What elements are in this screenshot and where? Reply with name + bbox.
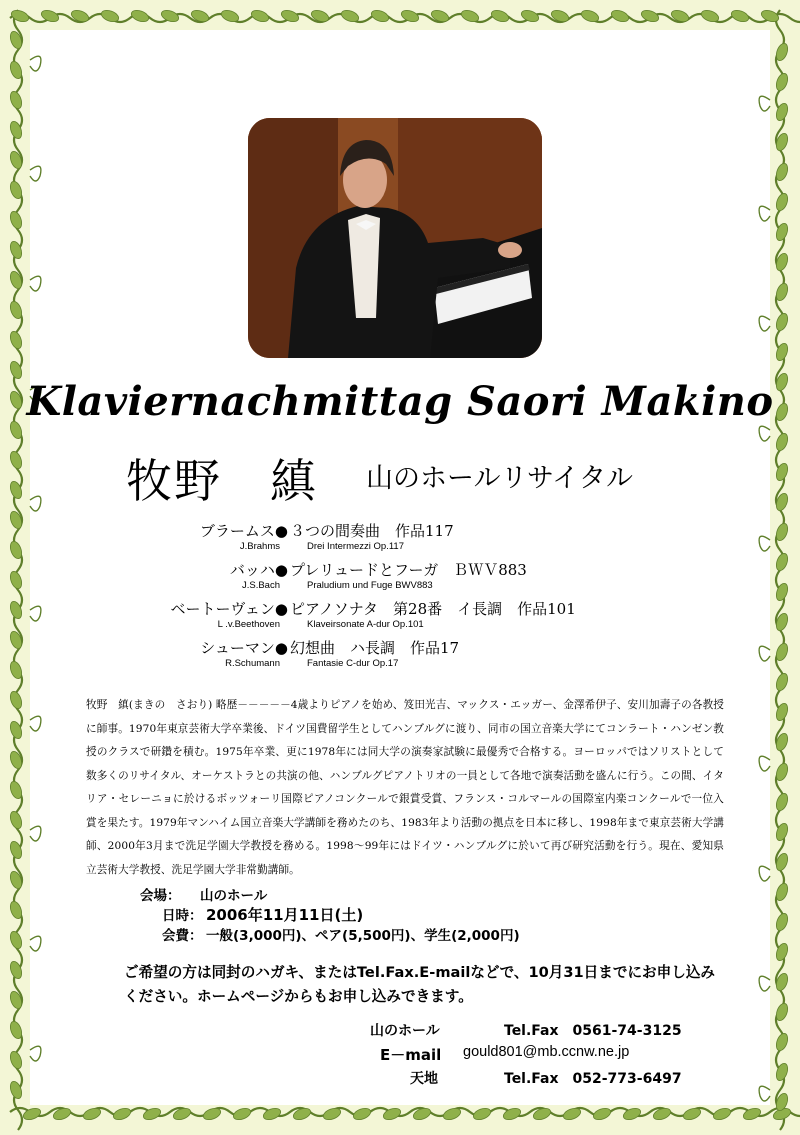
contact-label: 天地: [410, 1071, 438, 1087]
concert-title: Klaviernachmittag Saori Makino: [26, 378, 774, 425]
program-item: [0, 598, 800, 637]
bullet-icon: ●: [274, 600, 288, 618]
fee-row: [140, 924, 520, 944]
contact-row: [370, 1020, 710, 1044]
contact-label: E－mail: [380, 1046, 442, 1064]
composer-en: J.S.Bach: [241, 580, 280, 591]
contact-list: [370, 1020, 710, 1092]
venue-row: [140, 884, 520, 904]
work-en: Fantasie C-dur Op.17: [307, 658, 399, 669]
application-notice: ご希望の方は同封のハガキ、またはTel.Fax.E-mailなどで、10月31日までにお申し込みください。ホームページからもお申し込みできます。: [124, 964, 716, 1005]
work-en: Praludium und Fuge BWV883: [307, 580, 433, 591]
contact-row: [370, 1068, 710, 1092]
work-jp: 幻想曲 ハ長調 作品17: [290, 639, 460, 657]
date-value: 2006年11月11日(土): [206, 906, 364, 924]
program-item: [0, 559, 800, 598]
composer-en: R.Schumann: [225, 658, 280, 669]
venue-value: 山のホール: [200, 888, 268, 904]
performer-biography: 牧野 縝(まきの さおり) 略歴－－－－－4歳よりピアノを始め、笈田光吉、マックス・エッガー、金澤希伊子、安川加壽子の各教授に師事。1970年東京芸術大学卒業後、ドイツ国費留学生としてハンブルグに渡り、同市の国立音楽大学にてコンラート・ハンゼン教授のクラスで研鑽を積む。1975年卒業、更に1978年には同大学の演奏家試験に最優秀で合格する。ヨーロッパではソリストとして数多くのリサイタル、オーケストラとの共演の他、ハンブルグピアノトリオの一員として各地で演奏活動を盛んに行う。この間、イタリア・セレーニョに於けるボッツォーリ国際ピアノコンクールで銀賞受賞、フランス・コルマールの国際室内楽コンクールで一位入賞を果たす。1979年マンハイム国立音楽大学講師を務めたのち、1983年より活動の拠点を日本に移し、1998年まで東京芸術大学講師、2000年3月まで洗足学園大学教授を務める。1998～99年にはドイツ・ハンブルグに於いて再び研究活動を行う。現在、愛知県立芸術大学教授、洗足学園大学非常勤講師。: [86, 699, 724, 876]
event-info: [140, 884, 520, 944]
composer-en: L .v.Beethoven: [217, 619, 280, 630]
program-item: [0, 637, 800, 676]
bullet-icon: ●: [274, 561, 288, 579]
program-item: [0, 520, 800, 559]
date-label: 日時：: [162, 908, 203, 924]
work-jp: ピアノソナタ 第28番 イ長調 作品101: [290, 600, 576, 618]
composer-en: J.Brahms: [239, 541, 280, 552]
work-jp: ３つの間奏曲 作品117: [290, 522, 454, 540]
fee-value: 一般(3,000円)、ペア(5,500円)、学生(2,000円): [206, 928, 520, 944]
contact-phone: Tel.Fax 0561-74-3125: [504, 1023, 682, 1039]
bullet-icon: ●: [274, 522, 288, 540]
composer-jp: ブラームス●: [199, 522, 288, 540]
date-row: [140, 904, 520, 924]
composer-jp: ベートーヴェン●: [170, 600, 288, 618]
composer-jp: シューマン●: [200, 639, 288, 657]
fee-label: 会費：: [162, 928, 203, 944]
bullet-icon: ●: [274, 639, 288, 657]
work-en: Drei Intermezzi Op.117: [307, 541, 404, 552]
performer-name: 牧野 縝: [126, 454, 318, 508]
program-list: [0, 520, 800, 676]
work-jp: プレリュードとフーガ ＢＷＶ883: [290, 561, 527, 579]
composer-jp: バッハ●: [229, 561, 288, 579]
work-en: Klaveirsonate A-dur Op.101: [307, 619, 424, 630]
contact-email[interactable]: gould801@mb.ccnw.ne.jp: [463, 1044, 630, 1060]
contact-row: [370, 1044, 710, 1068]
recital-subtitle: 山のホールリサイタル: [366, 463, 634, 494]
venue-label: 会場：: [140, 888, 181, 904]
contact-label: 山のホール: [370, 1023, 440, 1039]
pianist-photo: [248, 118, 542, 358]
contact-phone: Tel.Fax 052-773-6497: [504, 1071, 682, 1087]
